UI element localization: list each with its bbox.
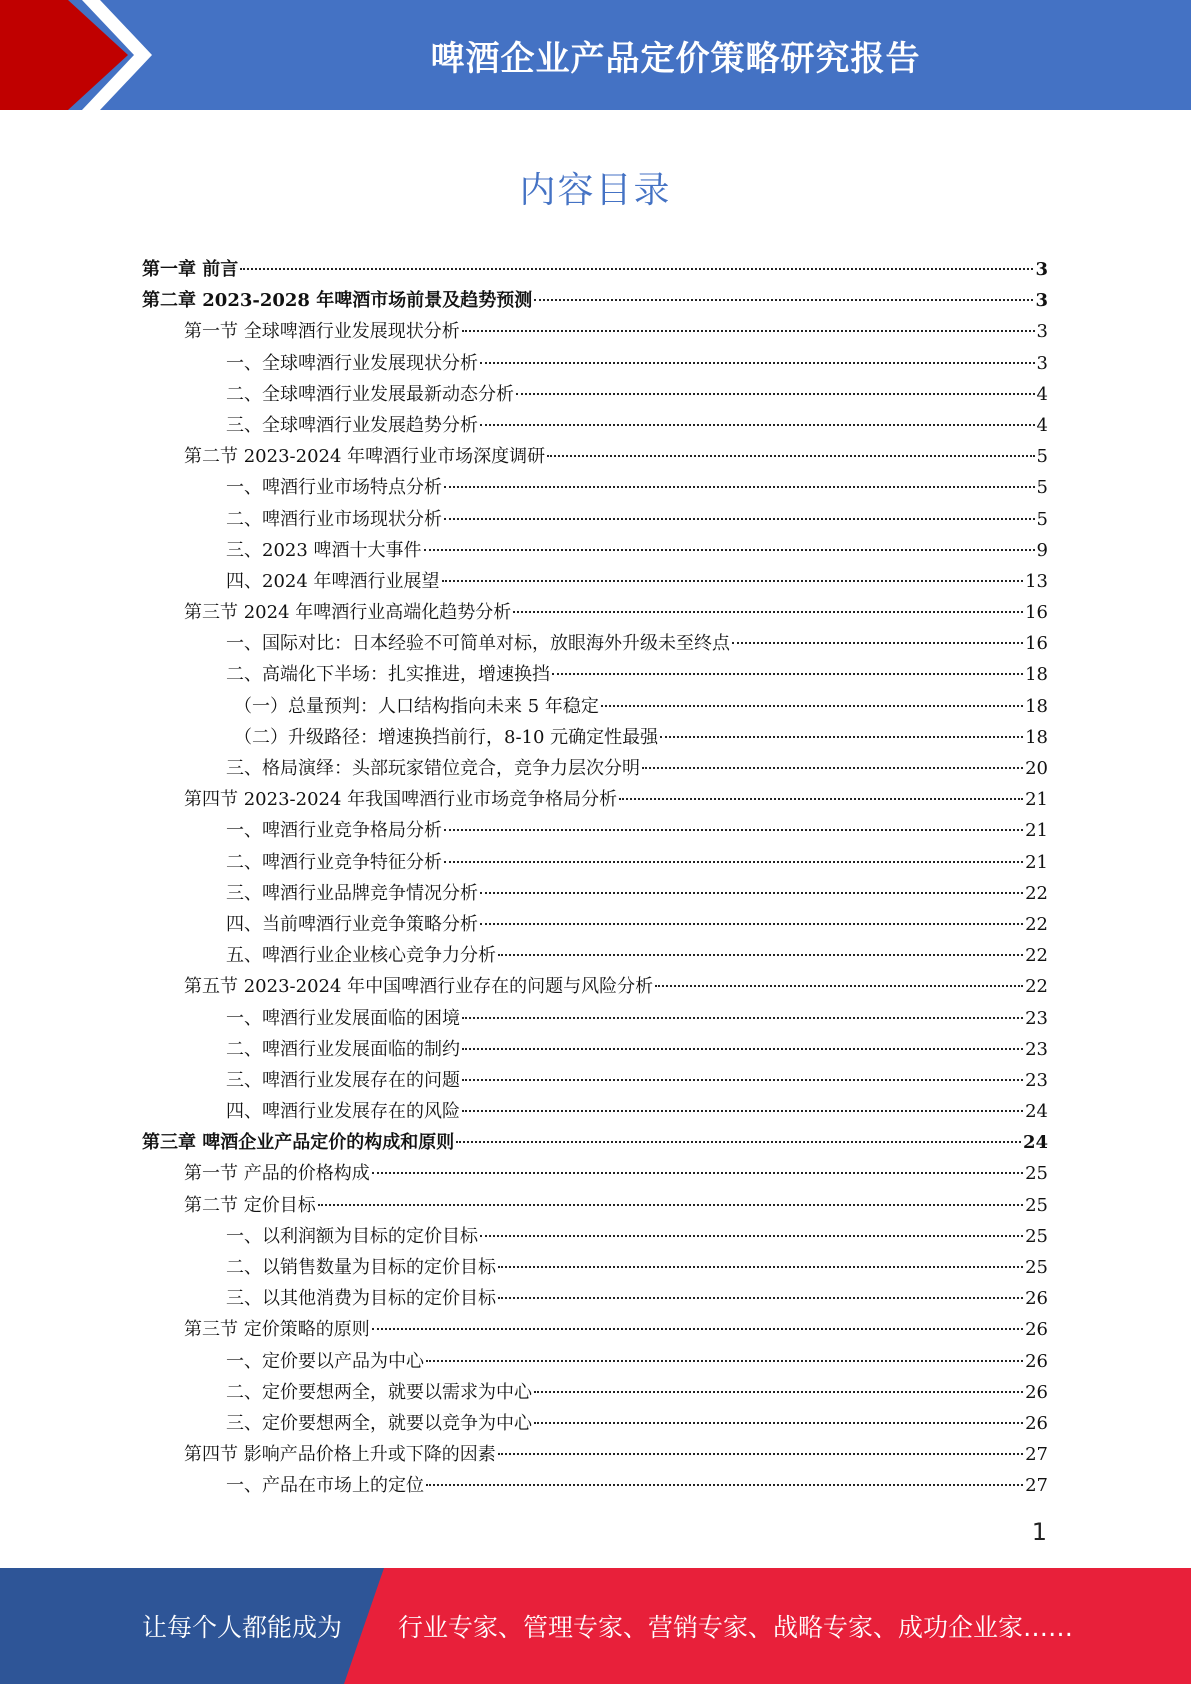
toc-entry[interactable] [142, 784, 1048, 815]
toc-entry-title: （二）升级路径：增速换挡前行，8-10 元确定性最强 [234, 726, 659, 748]
toc-entry[interactable] [142, 940, 1048, 971]
toc-entry-page: 25 [1025, 1257, 1048, 1278]
toc-entry-page: 25 [1025, 1194, 1048, 1216]
toc-leader-dots [462, 1048, 1023, 1050]
toc-entry-page: 26 [1025, 1381, 1048, 1403]
toc-entry-page: 22 [1025, 913, 1048, 935]
toc-entry-title: 二、啤酒行业竞争特征分析 [226, 851, 442, 873]
toc-entry-page: 18 [1025, 695, 1048, 717]
toc-entry-page: 18 [1025, 726, 1048, 748]
toc-entry-page: 23 [1025, 1069, 1048, 1091]
toc-entry-title: 一、定价要以产品为中心 [226, 1350, 424, 1372]
toc-leader-dots [480, 892, 1023, 894]
toc-entry[interactable] [142, 971, 1048, 1002]
toc-entry[interactable] [142, 410, 1048, 441]
toc-leader-dots [480, 923, 1023, 925]
toc-entry[interactable] [142, 472, 1048, 503]
toc-entry-title: 第三章 啤酒企业产品定价的构成和原则 [142, 1132, 455, 1154]
toc-entry-title: 二、以销售数量为目标的定价目标 [226, 1257, 496, 1278]
toc-entry-title: 三、格局演绎：头部玩家错位竞合，竞争力层次分明 [226, 758, 640, 779]
toc-entry-page: 27 [1025, 1444, 1048, 1466]
toc-entry[interactable] [142, 1252, 1048, 1283]
toc-title: 内容目录 [519, 170, 672, 211]
toc-leader-dots [534, 1422, 1023, 1424]
toc-entry-title: 一、产品在市场上的定位 [226, 1475, 424, 1497]
toc-entry[interactable] [142, 1003, 1048, 1034]
toc-entry-page: 22 [1025, 945, 1048, 967]
toc-entry[interactable] [142, 1377, 1048, 1408]
toc-entry-page: 22 [1025, 882, 1048, 904]
toc-leader-dots [732, 642, 1023, 644]
toc-entry-page: 3 [1035, 259, 1048, 280]
header-title: 啤酒企业产品定价策略研究报告 [430, 38, 921, 79]
toc-entry-title: 二、啤酒行业发展面临的制约 [226, 1038, 460, 1060]
toc-leader-dots [480, 424, 1035, 426]
toc-leader-dots [480, 1235, 1023, 1237]
toc-leader-dots [498, 1297, 1023, 1299]
toc-entry[interactable] [142, 1034, 1048, 1065]
toc-entry-title: 第二节 定价目标 [184, 1194, 316, 1216]
toc-leader-dots [534, 1391, 1023, 1393]
toc-entry[interactable] [142, 535, 1048, 566]
toc-entry[interactable] [142, 1096, 1048, 1127]
toc-entry[interactable] [142, 316, 1048, 347]
toc-leader-dots [444, 829, 1023, 831]
toc-entry-page: 23 [1025, 1007, 1048, 1029]
toc-entry-title: 第一章 前言 [142, 259, 239, 280]
toc-entry-title: 五、啤酒行业企业核心竞争力分析 [226, 945, 496, 967]
toc-entry-title: 第二节 2023-2024 年啤酒行业市场深度调研 [184, 446, 546, 468]
toc-entry[interactable] [142, 348, 1048, 379]
toc-entry-title: 一、国际对比：日本经验不可简单对标，放眼海外升级未至终点 [226, 633, 730, 655]
toc-entry[interactable] [142, 1439, 1048, 1470]
toc-leader-dots [601, 705, 1023, 707]
toc-entry-title: 一、啤酒行业发展面临的困境 [226, 1007, 460, 1029]
toc-entry[interactable] [142, 1346, 1048, 1377]
toc-leader-dots [534, 299, 1033, 301]
toc-entry-title: 第二章 2023-2028 年啤酒市场前景及趋势预测 [142, 290, 533, 312]
toc-leader-dots [424, 549, 1035, 551]
toc-entry-page: 21 [1025, 789, 1048, 811]
toc-entry-page: 26 [1025, 1288, 1048, 1310]
toc-entry[interactable] [142, 285, 1048, 316]
toc-entry-page: 4 [1036, 414, 1048, 436]
toc-entry[interactable] [142, 254, 1048, 285]
toc-leader-dots [498, 1266, 1023, 1268]
toc-entry-title: 二、高端化下半场：扎实推进，增速换挡 [226, 664, 550, 686]
toc-entry[interactable] [142, 1158, 1048, 1189]
toc-entry-page: 5 [1036, 477, 1048, 499]
toc-leader-dots [426, 1484, 1023, 1486]
toc-entry-page: 5 [1036, 508, 1048, 530]
toc-entry-page: 3 [1036, 321, 1048, 343]
toc-entry-page: 3 [1035, 290, 1048, 312]
toc-entry-page: 13 [1025, 570, 1048, 592]
toc-entry[interactable] [142, 722, 1048, 753]
toc-entry-page: 26 [1025, 1412, 1048, 1434]
toc-entry-page: 26 [1025, 1319, 1048, 1341]
toc-leader-dots [240, 268, 1033, 270]
footer-slogan-left: 让每个人都能成为 [142, 1613, 343, 1642]
table-of-contents [142, 254, 1048, 1502]
toc-leader-dots [462, 1017, 1023, 1019]
toc-entry[interactable] [142, 504, 1048, 535]
toc-entry[interactable] [142, 628, 1048, 659]
toc-entry-page: 21 [1025, 851, 1048, 873]
toc-entry-title: 三、以其他消费为目标的定价目标 [226, 1288, 496, 1310]
toc-entry-title: 一、啤酒行业市场特点分析 [226, 477, 442, 499]
toc-leader-dots [516, 393, 1035, 395]
toc-entry-page: 16 [1025, 602, 1048, 624]
toc-entry[interactable] [142, 441, 1048, 472]
toc-entry-page: 22 [1025, 976, 1048, 998]
toc-entry-page: 20 [1025, 758, 1048, 779]
toc-entry[interactable] [142, 753, 1048, 784]
toc-leader-dots [444, 486, 1035, 488]
toc-entry-title: 三、啤酒行业发展存在的问题 [226, 1069, 460, 1091]
toc-entry-page: 16 [1025, 633, 1048, 655]
toc-entry[interactable] [142, 909, 1048, 940]
toc-entry-page: 25 [1025, 1225, 1048, 1247]
toc-entry-title: 第四节 2023-2024 年我国啤酒行业市场竞争格局分析 [184, 789, 618, 811]
toc-leader-dots [660, 736, 1023, 738]
toc-entry-title: 三、全球啤酒行业发展趋势分析 [226, 414, 478, 436]
toc-leader-dots [498, 1453, 1023, 1455]
toc-leader-dots [372, 1172, 1023, 1174]
toc-leader-dots [513, 611, 1023, 613]
footer-slogan-right: 行业专家、管理专家、营销专家、战略专家、成功企业家…… [398, 1613, 1074, 1642]
toc-entry[interactable] [142, 1408, 1048, 1439]
toc-entry-title: 第三节 定价策略的原则 [184, 1319, 370, 1341]
toc-leader-dots [444, 518, 1035, 520]
toc-entry[interactable] [142, 566, 1048, 597]
toc-leader-dots [372, 1328, 1023, 1330]
toc-leader-dots [480, 362, 1035, 364]
toc-leader-dots [426, 1360, 1023, 1362]
toc-entry-title: 第一节 产品的价格构成 [184, 1163, 370, 1185]
toc-entry-page: 4 [1036, 383, 1048, 405]
toc-leader-dots [462, 1079, 1023, 1081]
footer-band [0, 1568, 1191, 1684]
toc-entry[interactable] [142, 847, 1048, 878]
toc-entry[interactable] [142, 379, 1048, 410]
toc-entry-page: 25 [1025, 1163, 1048, 1185]
toc-entry-title: （一）总量预判：人口结构指向未来 5 年稳定 [234, 695, 599, 717]
toc-entry-page: 9 [1036, 539, 1048, 561]
toc-entry-title: 第五节 2023-2024 年中国啤酒行业存在的问题与风险分析 [184, 976, 654, 998]
toc-leader-dots [552, 673, 1023, 675]
toc-entry-page: 23 [1025, 1038, 1048, 1060]
toc-leader-dots [442, 580, 1024, 582]
toc-entry-title: 一、全球啤酒行业发展现状分析 [226, 352, 478, 374]
arrow-logo-icon [0, 0, 160, 110]
toc-entry-page: 5 [1036, 446, 1048, 468]
toc-entry-title: 三、2023 啤酒十大事件 [226, 539, 422, 561]
toc-entry[interactable] [142, 1314, 1048, 1345]
page-number: 1 [1031, 1518, 1047, 1546]
toc-entry[interactable] [142, 1283, 1048, 1314]
toc-entry[interactable] [142, 1221, 1048, 1252]
toc-leader-dots [642, 767, 1023, 769]
toc-entry[interactable] [142, 659, 1048, 690]
toc-entry-title: 二、啤酒行业市场现状分析 [226, 508, 442, 530]
toc-entry-page: 24 [1022, 1132, 1048, 1154]
toc-leader-dots [456, 1141, 1021, 1143]
toc-entry-title: 四、当前啤酒行业竞争策略分析 [226, 913, 478, 935]
toc-entry-title: 四、2024 年啤酒行业展望 [226, 570, 440, 592]
toc-leader-dots [444, 861, 1023, 863]
toc-leader-dots [462, 1110, 1023, 1112]
toc-leader-dots [547, 455, 1034, 457]
toc-entry-title: 二、全球啤酒行业发展最新动态分析 [226, 383, 514, 405]
toc-leader-dots [619, 798, 1023, 800]
toc-entry-title: 第一节 全球啤酒行业发展现状分析 [184, 321, 460, 343]
toc-entry-title: 第三节 2024 年啤酒行业高端化趋势分析 [184, 602, 512, 624]
toc-entry[interactable] [142, 815, 1048, 846]
toc-entry-page: 27 [1025, 1475, 1048, 1497]
toc-leader-dots [462, 330, 1035, 332]
toc-entry[interactable] [142, 878, 1048, 909]
toc-entry-title: 三、定价要想两全，就要以竞争为中心 [226, 1412, 532, 1434]
toc-entry[interactable] [142, 1190, 1048, 1221]
toc-entry-title: 四、啤酒行业发展存在的风险 [226, 1101, 460, 1123]
toc-entry-title: 一、啤酒行业竞争格局分析 [226, 820, 442, 842]
header-band [0, 0, 1191, 110]
toc-entry-page: 26 [1025, 1350, 1048, 1372]
toc-leader-dots [498, 954, 1023, 956]
toc-entry[interactable] [142, 691, 1048, 722]
toc-entry-title: 二、定价要想两全，就要以需求为中心 [226, 1381, 532, 1403]
toc-entry-page: 3 [1036, 352, 1048, 374]
toc-entry-title: 一、以利润额为目标的定价目标 [226, 1225, 478, 1247]
toc-entry-page: 24 [1025, 1101, 1048, 1123]
toc-entry[interactable] [142, 1470, 1048, 1501]
toc-entry-page: 18 [1025, 664, 1048, 686]
toc-leader-dots [318, 1204, 1023, 1206]
toc-entry-title: 第四节 影响产品价格上升或下降的因素 [184, 1444, 496, 1466]
toc-entry[interactable] [142, 597, 1048, 628]
toc-entry-title: 三、啤酒行业品牌竞争情况分析 [226, 882, 478, 904]
toc-leader-dots [655, 985, 1023, 987]
toc-entry[interactable] [142, 1065, 1048, 1096]
toc-entry[interactable] [142, 1127, 1048, 1158]
toc-entry-page: 21 [1025, 820, 1048, 842]
